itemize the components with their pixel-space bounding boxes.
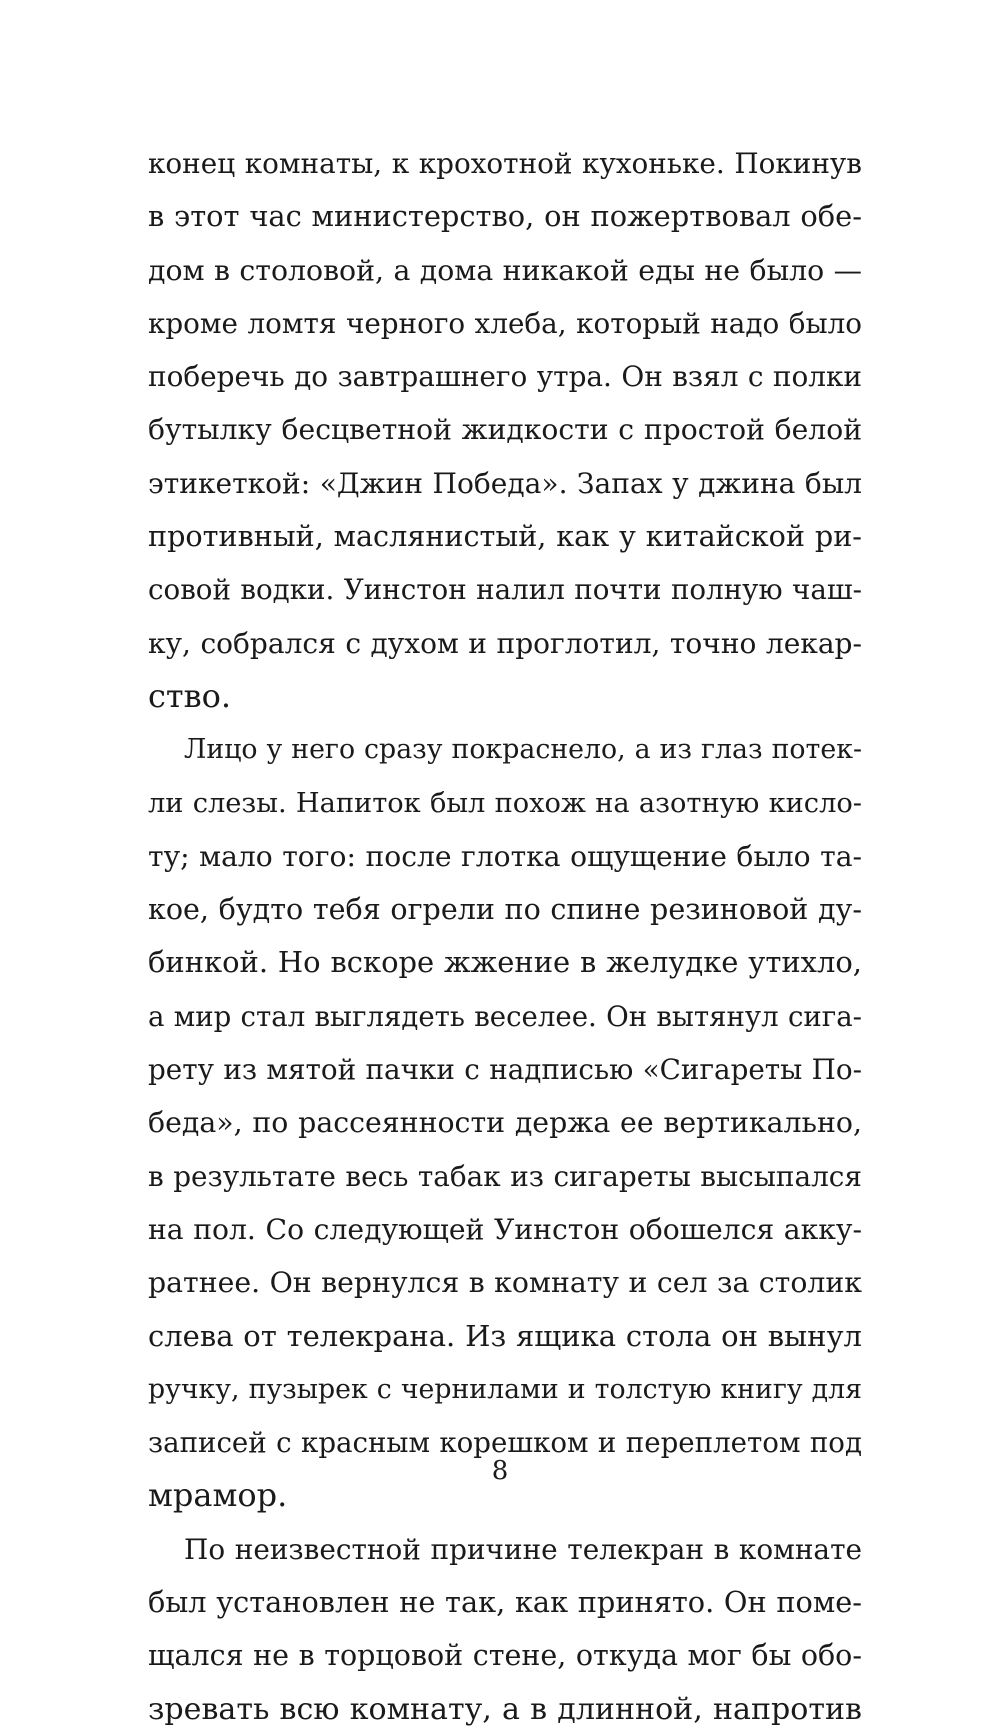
text-line: поберечь до завтрашнего утра. Он взял с полки [148, 360, 862, 394]
paragraph-end-line: ство. [148, 676, 232, 715]
text-line: совой водки. Уинстон налил почти полную чаш- [148, 573, 862, 607]
text-line: бутылку бесцветной жидкости с простой белой [148, 413, 862, 447]
text-line: зревать всю комнату, а в длинной, напротив [148, 1691, 862, 1727]
body-text [148, 137, 862, 1736]
text-line: ли слезы. Напиток был похож на азотную кисло- [148, 787, 862, 819]
paragraph-end-line: мрамор. [148, 1476, 288, 1515]
text-line: ратнее. Он вернулся в комнату и сел за столик [148, 1266, 862, 1300]
text-line: записей с красным корешком и переплетом под [148, 1426, 862, 1460]
text-line: рету из мятой пачки с надписью «Сигареты По- [148, 1053, 862, 1087]
text-line: ку, собрался с духом и проглотил, точно лекар- [148, 626, 862, 660]
text-line: был установлен не так, как принято. Он поме- [148, 1585, 862, 1620]
text-line: на пол. Со следующей Уинстон обошелся акку- [148, 1212, 862, 1246]
text-line: а мир стал выглядеть веселее. Он вытянул сига- [148, 999, 862, 1033]
text-line: беда», по рассеянности держа ее вертикально, [148, 1106, 862, 1140]
text-line: слева от телекрана. Из ящика стола он вынул [148, 1318, 862, 1353]
text-line: бинкой. Но вскоре жжение в желудке утихло, [148, 945, 862, 980]
paragraph-first-line: По неизвестной причине телекран в комнате [184, 1532, 862, 1566]
text-line: этикеткой: «Джин Победа». Запах у джина был [148, 466, 862, 500]
text-line: в этот час министерство, он пожертвовал обе- [148, 199, 862, 234]
paragraph-first-line: Лицо у него сразу покраснело, а из глаз потек- [184, 734, 862, 766]
text-line: в результате весь табак из сигареты высыпался [148, 1159, 862, 1193]
text-line: ту; мало того: после глотка ощущение было та- [148, 839, 862, 873]
text-line: ручку, пузырек с чернилами и толстую книгу для [148, 1373, 862, 1405]
page-number: 8 [491, 1456, 509, 1486]
text-line: конец комнаты, к крохотной кухоньке. Покинув [148, 147, 862, 180]
text-line: кое, будто тебя огрели по спине резиновой ду- [148, 892, 862, 927]
text-line: дом в столовой, а дома никакой еды не было — [148, 253, 862, 287]
text-line: щался не в торцовой стене, откуда мог бы обо- [148, 1639, 862, 1673]
text-line: противный, маслянистый, как у китайской ри- [148, 519, 862, 554]
text-line: кроме ломтя черного хлеба, который надо было [148, 306, 862, 340]
